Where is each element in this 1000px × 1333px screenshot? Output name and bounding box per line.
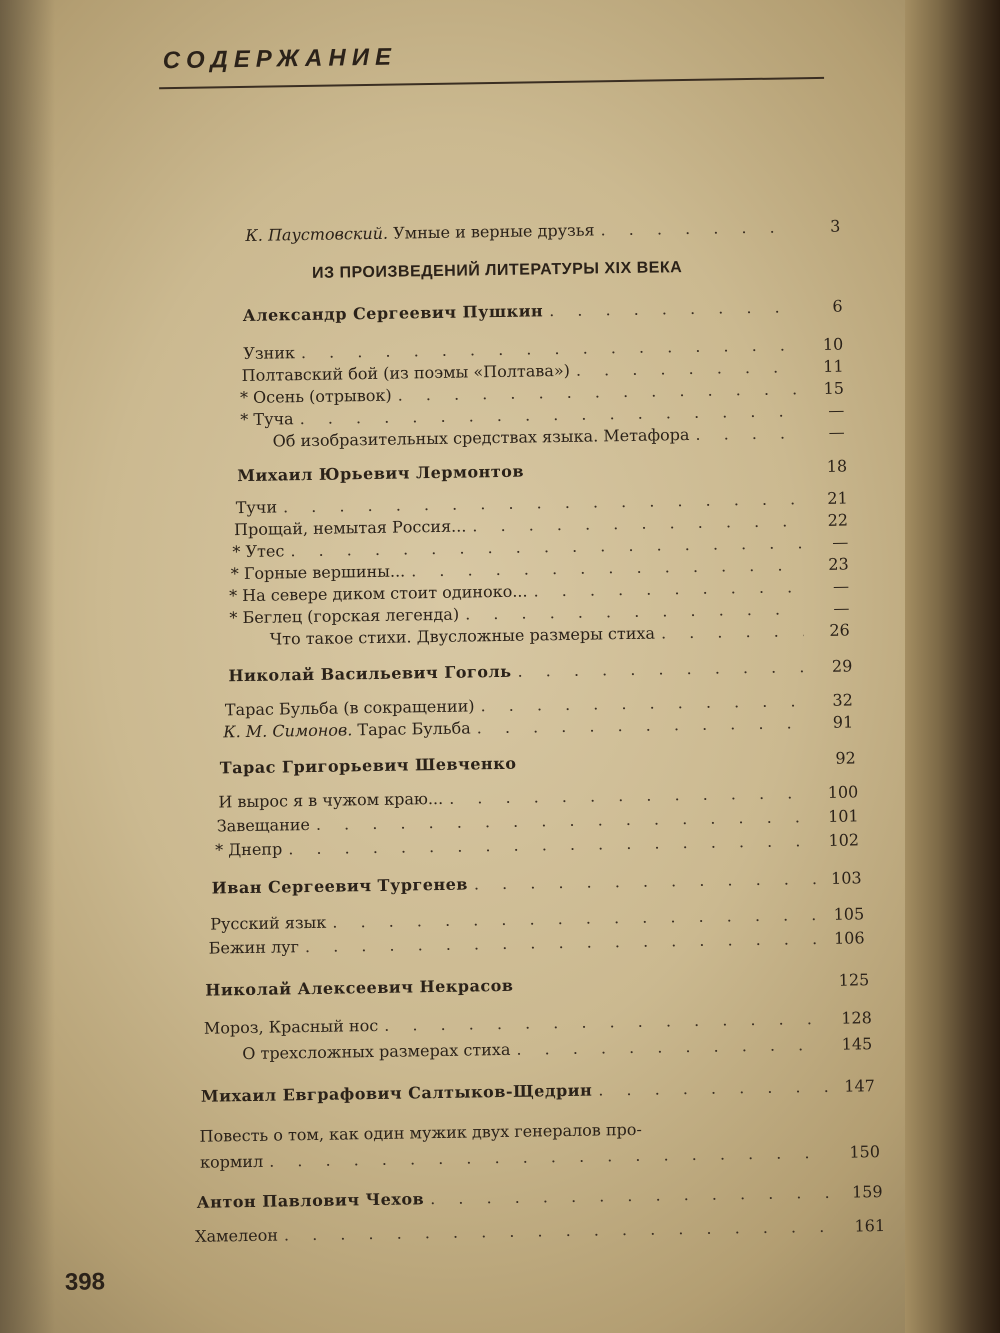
toc-entry: * Днепр . . . 102 bbox=[215, 830, 859, 859]
toc-entry: * На севере диком стоит одиноко... . . . — bbox=[229, 577, 849, 606]
dot-leader bbox=[477, 713, 808, 737]
toc-author-nekrasov: Николай Алексеевич Некрасов 125 bbox=[205, 970, 870, 1000]
dot-leader bbox=[517, 657, 806, 681]
dot-leader bbox=[465, 599, 804, 623]
dot-leader bbox=[398, 379, 799, 404]
dot-leader bbox=[316, 807, 813, 834]
dot-leader bbox=[661, 621, 804, 642]
dot-leader bbox=[269, 1143, 834, 1171]
toc-entry-intro bbox=[245, 217, 840, 245]
toc-entry: * Осень (отрывок) . . . 15 bbox=[240, 379, 844, 407]
toc-entry: * Беглец (горская легенда) . . . — bbox=[229, 599, 849, 628]
dot-leader bbox=[411, 555, 803, 580]
dot-leader bbox=[480, 691, 807, 715]
dot-leader bbox=[384, 1009, 826, 1035]
dot-leader bbox=[474, 869, 816, 893]
dot-leader bbox=[305, 929, 819, 956]
toc-entry: Тучи . . . 21 bbox=[236, 489, 848, 518]
toc-entry: О трехсложных размерах стиха . . . 145 bbox=[242, 1034, 872, 1063]
toc-entry: Русский язык . . . 105 bbox=[210, 904, 864, 933]
dot-leader bbox=[598, 1077, 829, 1100]
dot-leader bbox=[533, 577, 803, 600]
toc-author-turgenev: Иван Сергеевич Тургенев . . . 103 bbox=[212, 868, 862, 897]
toc-entry: Полтавский бой (из поэмы «Полтава») . . . 11 bbox=[242, 357, 844, 385]
title-underline bbox=[159, 77, 824, 89]
dot-leader bbox=[284, 1217, 839, 1245]
toc-entry: Мороз, Красный нос . . . 128 bbox=[204, 1008, 872, 1037]
toc-entry: * Горные вершины... . . . 23 bbox=[231, 555, 849, 584]
dot-leader bbox=[516, 1035, 826, 1059]
page-title: СОДЕРЖАНИЕ bbox=[162, 43, 398, 75]
toc-entry: * Утес . . . — bbox=[232, 533, 848, 562]
dot-leader bbox=[695, 423, 798, 444]
toc-entry: Завещание . . . 101 bbox=[217, 806, 859, 835]
toc-entry: К. М. Симонов. Тарас Бульба . . . 91 bbox=[223, 712, 853, 741]
dot-leader bbox=[430, 1183, 837, 1208]
toc-author-pushkin: Александр Сергеевич Пушкин . . . 6 bbox=[243, 297, 843, 325]
dot-leader bbox=[549, 297, 797, 320]
toc-author-saltykov: Михаил Евграфович Салтыков-Щедрин . . . 147 bbox=[201, 1076, 875, 1106]
intro-author: К. Паустовский. bbox=[245, 223, 389, 245]
dot-leader bbox=[449, 783, 812, 808]
toc-entry: И вырос я в чужом краю... . . . 100 bbox=[218, 782, 858, 811]
toc-entry: Бежин луг . . . 106 bbox=[208, 928, 864, 957]
toc-entry-line-1: Повесть о том, как один мужик двух генералов про- bbox=[199, 1119, 643, 1146]
dot-leader bbox=[472, 511, 802, 535]
dot-leader bbox=[332, 905, 818, 932]
dot-leader bbox=[288, 831, 813, 858]
toc-author-chekhov: Антон Павлович Чехов . . . 159 bbox=[196, 1182, 882, 1212]
toc-author-lermontov: Михаил Юрьевич Лермонтов 18 bbox=[237, 456, 848, 486]
toc-entry: Об изобразительных средствах языка. Метафора . . . — bbox=[273, 423, 845, 451]
toc-entry: кормил . . . 150 bbox=[200, 1142, 880, 1172]
dot-leader bbox=[600, 217, 794, 239]
toc-entry: Хамелеон . . . 161 bbox=[195, 1216, 885, 1246]
page-number: 398 bbox=[64, 1268, 106, 1296]
toc-entry: Прощай, немытая Россия... . . . 22 bbox=[234, 511, 848, 540]
toc-author-shevchenko: Тарас Григорьевич Шевченко 92 bbox=[219, 748, 856, 778]
dot-leader bbox=[576, 357, 798, 379]
toc-author-gogol: Николай Васильевич Гоголь . . . 29 bbox=[228, 656, 852, 685]
toc-entry: * Туча . . . — bbox=[240, 401, 844, 429]
intro-title: Умные и верные друзья bbox=[393, 220, 595, 243]
page-ref: 3 bbox=[830, 216, 841, 236]
toc-entry: Что такое стихи. Двусложные размеры стиха . . . 26 bbox=[270, 621, 850, 649]
toc-entry: Тарас Бульба (в сокращении) . . . 32 bbox=[225, 690, 853, 719]
section-heading: ИЗ ПРОИЗВЕДЕНИЙ ЛИТЕРАТУРЫ XIX ВЕКА bbox=[311, 259, 683, 282]
toc-entry: Узник . . . 10 bbox=[243, 335, 843, 363]
